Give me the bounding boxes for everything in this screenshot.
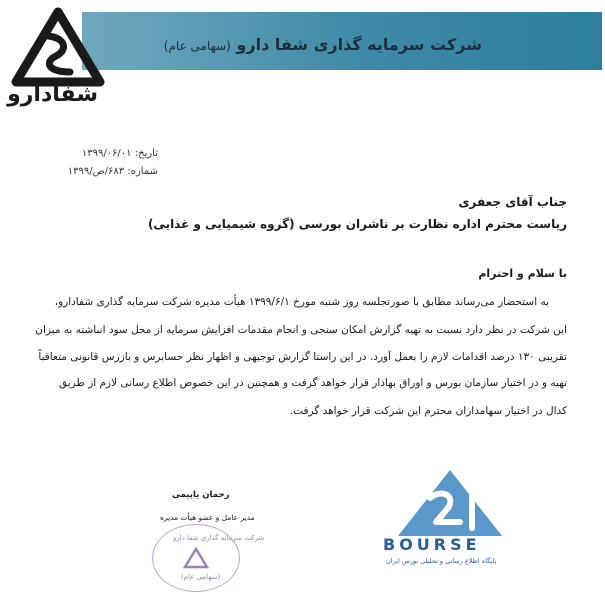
bourse-logo-icon xyxy=(390,468,510,538)
signatory-role: مدیر عامل و عضو هیأت مدیره xyxy=(160,513,255,522)
body-line-2: این شرکت در نظر دارد نسبت به تهیه گزارش امکان سنجی و انجام مقدمات افزایش سرمایه از محل سود انباشته به میزان xyxy=(35,324,567,336)
body-line-4: تهیه و در اختیار سازمان بورس و اوراق بهادار قرار خواهد گرفت و همچنین در این خصوص اطلاع رسانی لازم از طریق xyxy=(59,377,567,389)
signatory-name: رحمان یاپیمی xyxy=(172,490,230,500)
stamp-bottom-text: (سهامی عام) xyxy=(181,573,221,581)
stamp-top-text: شرکت سرمایه گذاری شفا دارو xyxy=(173,534,265,542)
body-line-1: به استحضار می‌رساند مطابق با صورتجلسه روز شنبه مورخ ۱۳۹۹/۶/۱ هیأت مدیره شرکت سرمایه گذاری شفادارو، xyxy=(54,296,549,308)
stamp-logo-icon xyxy=(183,547,209,569)
header-banner xyxy=(82,12,602,70)
greeting: با سلام و احترام xyxy=(478,267,567,280)
company-name xyxy=(164,35,482,54)
letter-date: تاریخ: ۱۳۹۹/۰۶/۰۱ xyxy=(81,148,158,159)
company-stamp xyxy=(152,524,265,592)
body-line-5: کدال در اختیار سهامداران محترم این شرکت قرار خواهد گرفت. xyxy=(289,405,567,417)
company-name-text: شرکت سرمایه گذاری شفا دارو xyxy=(236,35,482,54)
logo-wordmark: شفادارو xyxy=(7,82,98,107)
body-line-3: تقریبی ۱۳۰ درصد اقدامات لازم را بعمل آورد. در این راستا گزارش توجیهی و اظهار نظر حسابرس و بازرس قانونی متعاقباً xyxy=(38,351,567,363)
company-type: (سهامی عام) xyxy=(163,39,231,53)
recipient-title: ریاست محترم اداره نظارت بر ناشران بورسی (گروه شیمیایی و غذایی) xyxy=(147,217,567,231)
triangle-s-logo-icon xyxy=(8,6,108,88)
bourse-caption: پایگاه اطلاع رسانی و تحلیلی بورس ایران xyxy=(386,557,497,565)
letter-number: شماره: ۶۸۳/ص/۱۳۹۹ xyxy=(67,166,158,177)
bourse-wordmark: BOURSE xyxy=(383,535,481,554)
recipient-name: جناب آقای جعفری xyxy=(458,195,567,209)
